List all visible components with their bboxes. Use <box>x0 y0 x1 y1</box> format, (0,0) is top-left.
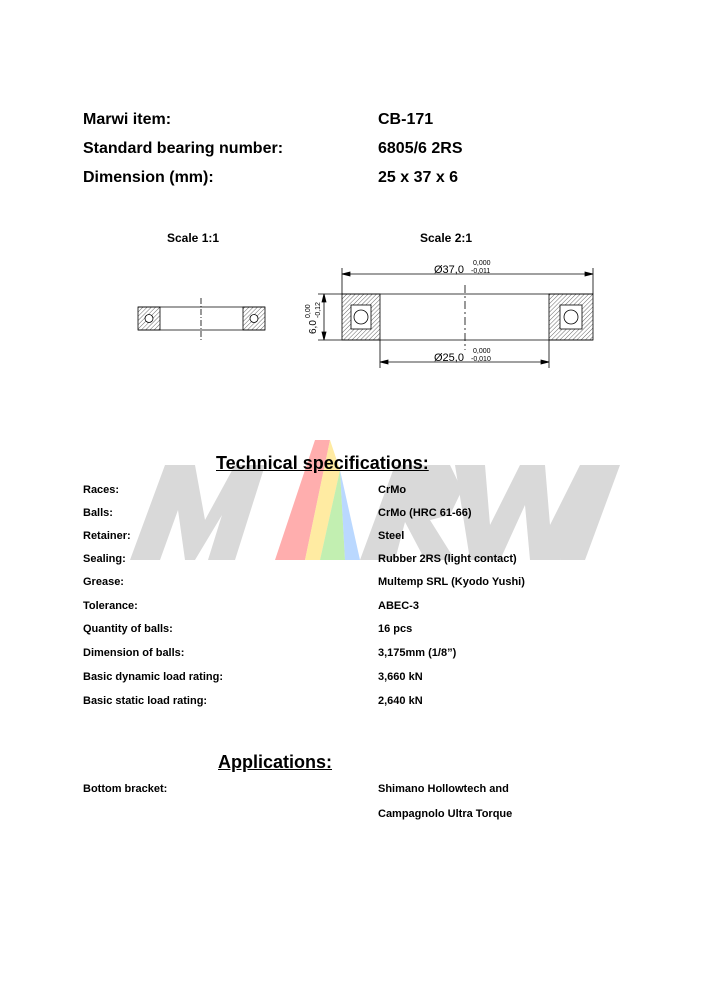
spec-value: Rubber 2RS (light contact) <box>378 553 517 565</box>
spec-label: Basic static load rating: <box>83 695 208 707</box>
outer-diameter-text: Ø37,0 <box>434 264 464 276</box>
spec-label: Retainer: <box>83 530 131 542</box>
spec-label: Tolerance: <box>83 600 138 612</box>
header-label-standard: Standard bearing number: <box>83 140 284 157</box>
header-value-standard: 6805/6 2RS <box>378 140 463 157</box>
applications-title: Applications: <box>218 752 333 772</box>
application-value: Campagnolo Ultra Torque <box>378 808 513 820</box>
outer-tol-upper: 0,000 <box>473 260 491 267</box>
bearing-drawing <box>0 0 707 420</box>
application-label: Bottom bracket: <box>83 783 168 795</box>
spec-label: Quantity of balls: <box>83 623 173 635</box>
width-tol-upper: 0,00 <box>305 304 312 318</box>
spec-value: 3,660 kN <box>378 671 423 683</box>
header-value-item: CB-171 <box>378 111 434 128</box>
spec-value: Steel <box>378 530 405 542</box>
spec-label: Balls: <box>83 507 113 519</box>
spec-value: 16 pcs <box>378 623 413 635</box>
inner-tol-upper: 0,000 <box>473 348 491 355</box>
header-value-dimension: 25 x 37 x 6 <box>378 169 459 186</box>
spec-label: Basic dynamic load rating: <box>83 671 223 683</box>
spec-label: Grease: <box>83 576 124 588</box>
spec-value: CrMo (HRC 61-66) <box>378 507 472 519</box>
outer-tol-lower: -0,011 <box>471 268 491 275</box>
width-tol-lower: -0,12 <box>315 302 322 318</box>
scale-label-small: Scale 1:1 <box>167 231 220 245</box>
spec-label: Sealing: <box>83 553 126 565</box>
header-label-dimension: Dimension (mm): <box>83 169 214 186</box>
spec-value: Multemp SRL (Kyodo Yushi) <box>378 576 525 588</box>
width-text: 6,0 <box>308 320 319 334</box>
spec-value: CrMo <box>378 484 407 496</box>
header-label-item: Marwi item: <box>83 111 172 128</box>
scale-label-large: Scale 2:1 <box>420 231 473 245</box>
bearing-small-view <box>138 298 265 340</box>
inner-diameter-text: Ø25,0 <box>434 352 464 364</box>
spec-value: 3,175mm (1/8”) <box>378 647 457 659</box>
spec-value: ABEC-3 <box>378 600 419 612</box>
technical-specs-title: Technical specifications: <box>216 453 429 473</box>
spec-label: Races: <box>83 484 120 496</box>
spec-value: 2,640 kN <box>378 695 423 707</box>
spec-label: Dimension of balls: <box>83 647 185 659</box>
inner-tol-lower: -0,010 <box>471 356 491 363</box>
application-value: Shimano Hollowtech and <box>378 783 509 795</box>
